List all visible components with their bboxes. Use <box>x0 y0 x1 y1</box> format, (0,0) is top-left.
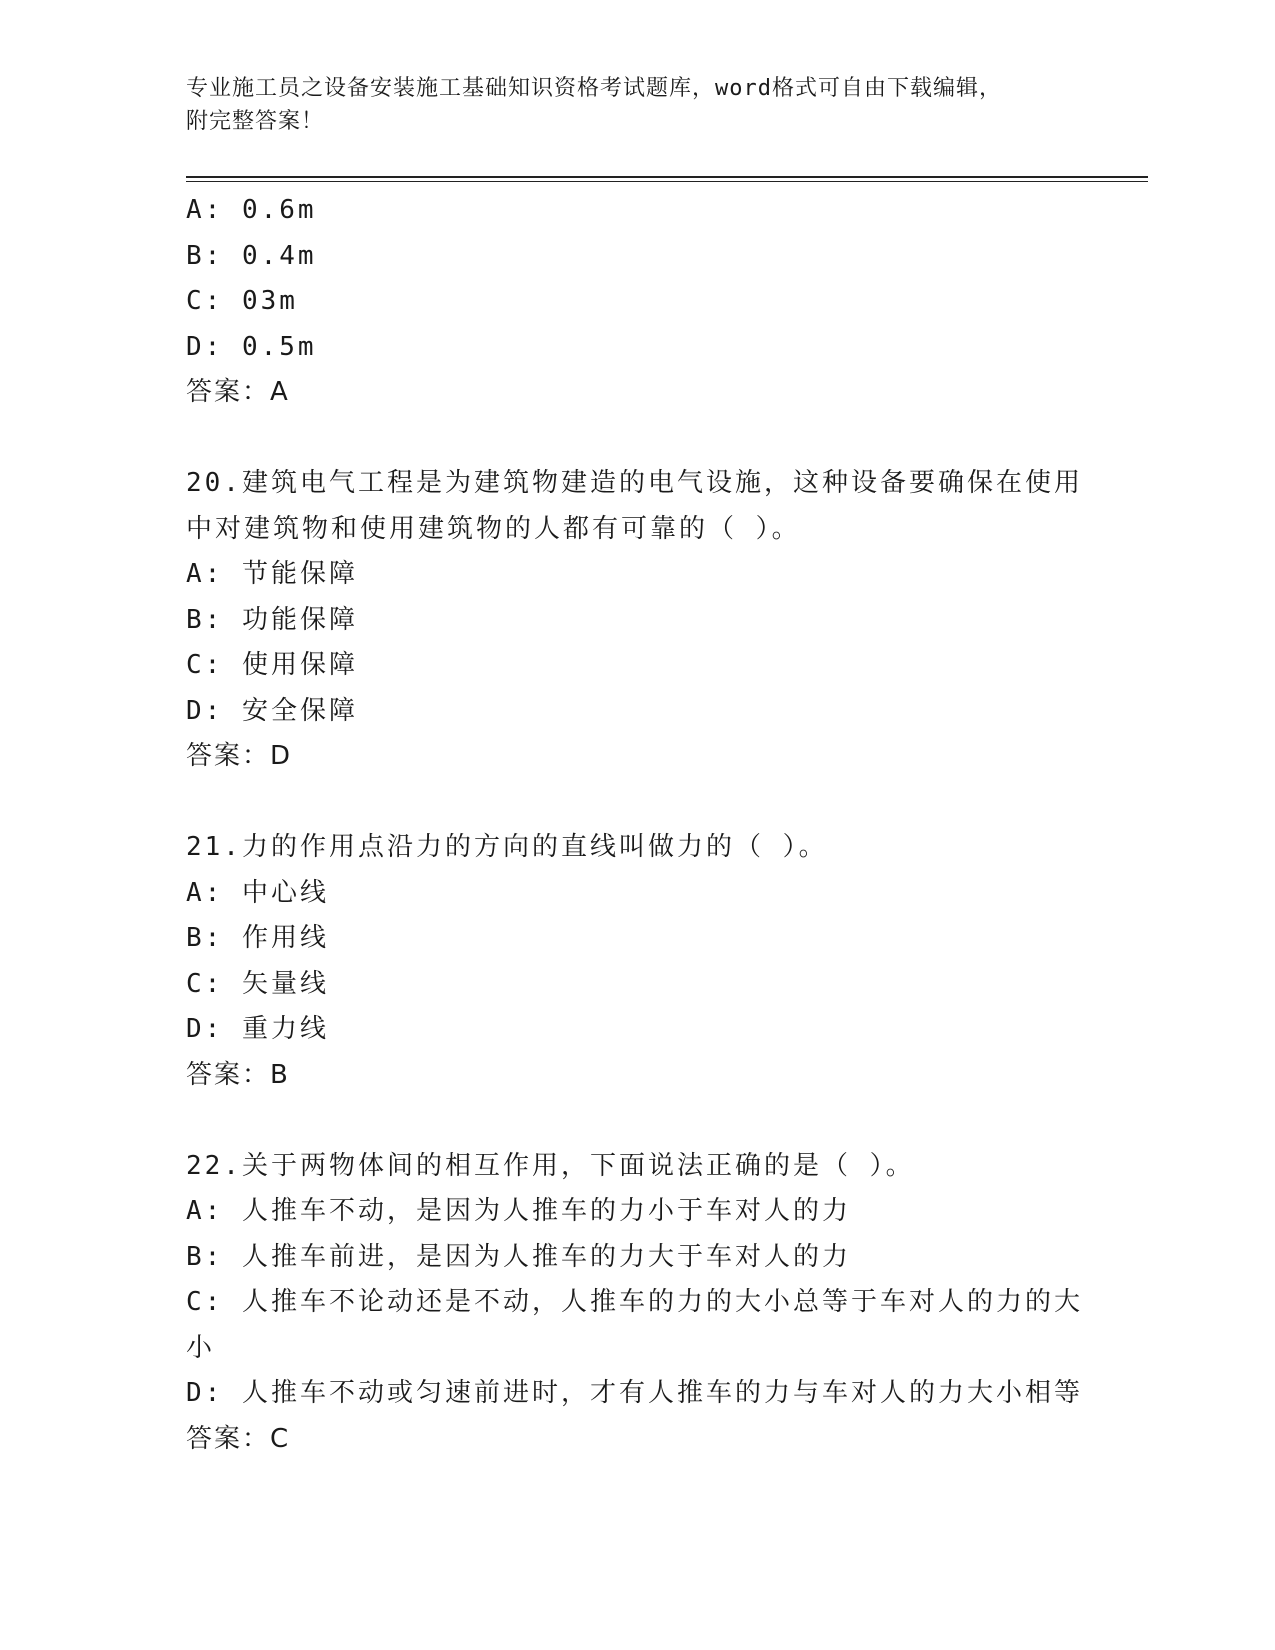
question-20-block <box>186 461 1086 780</box>
document-header <box>186 72 1066 138</box>
q20-option-c: C: 使用保障 <box>186 650 358 680</box>
q19-option-c: C: 03m <box>186 286 298 316</box>
q20-option-a: A: 节能保障 <box>186 559 358 589</box>
question-21-block <box>186 825 1086 1098</box>
q22-option-c-line-2: 小 <box>186 1332 216 1363</box>
q21-stem: 21.力的作用点沿力的方向的直线叫做力的（ ）。 <box>186 832 828 862</box>
question-list <box>186 188 1086 1462</box>
q19-option-d: D: 0.5m <box>186 331 317 362</box>
header-title-line-1: 专业施工员之设备安装施工基础知识资格考试题库，word格式可自由下载编辑， <box>186 76 1002 101</box>
q22-option-a: A: 人推车不动，是因为人推车的力小于车对人的力 <box>186 1196 851 1226</box>
q21-option-d: D: 重力线 <box>186 1014 329 1044</box>
q19-option-a: A: 0.6m <box>186 195 317 225</box>
q21-answer: 答案：B <box>186 1059 290 1090</box>
q21-option-c: C: 矢量线 <box>186 968 329 999</box>
q21-option-b: B: 作用线 <box>186 923 329 953</box>
q20-stem-line-1: 20.建筑电气工程是为建筑物建造的电气设施，这种设备要确保在使用 <box>186 468 1083 498</box>
header-title-line-2: 附完整答案！ <box>186 109 325 134</box>
q22-option-d: D: 人推车不动或匀速前进时，才有人推车的力与车对人的力大小相等 <box>186 1378 1083 1408</box>
spacer <box>186 1098 1086 1144</box>
q22-option-b: B: 人推车前进，是因为人推车的力大于车对人的力 <box>186 1241 851 1272</box>
q22-answer: 答案：C <box>186 1423 291 1454</box>
q21-option-a: A: 中心线 <box>186 877 329 908</box>
header-divider-thick <box>186 176 1148 178</box>
spacer <box>186 416 1086 462</box>
question-19-block <box>186 188 1086 416</box>
question-22-block <box>186 1144 1086 1463</box>
q20-answer: 答案：D <box>186 741 293 771</box>
q20-option-b: B: 功能保障 <box>186 604 358 635</box>
q20-stem-line-2: 中对建筑物和使用建筑物的人都有可靠的（ ）。 <box>186 513 801 544</box>
q20-option-d: D: 安全保障 <box>186 695 358 726</box>
q19-answer: 答案：A <box>186 377 290 407</box>
q22-option-c-line-1: C: 人推车不论动还是不动，人推车的力的大小总等于车对人的力的大 <box>186 1287 1083 1317</box>
header-divider-thin <box>186 181 1148 182</box>
q19-option-b: B: 0.4m <box>186 240 317 271</box>
spacer <box>186 780 1086 826</box>
q22-stem: 22.关于两物体间的相互作用，下面说法正确的是（ ）。 <box>186 1150 915 1181</box>
